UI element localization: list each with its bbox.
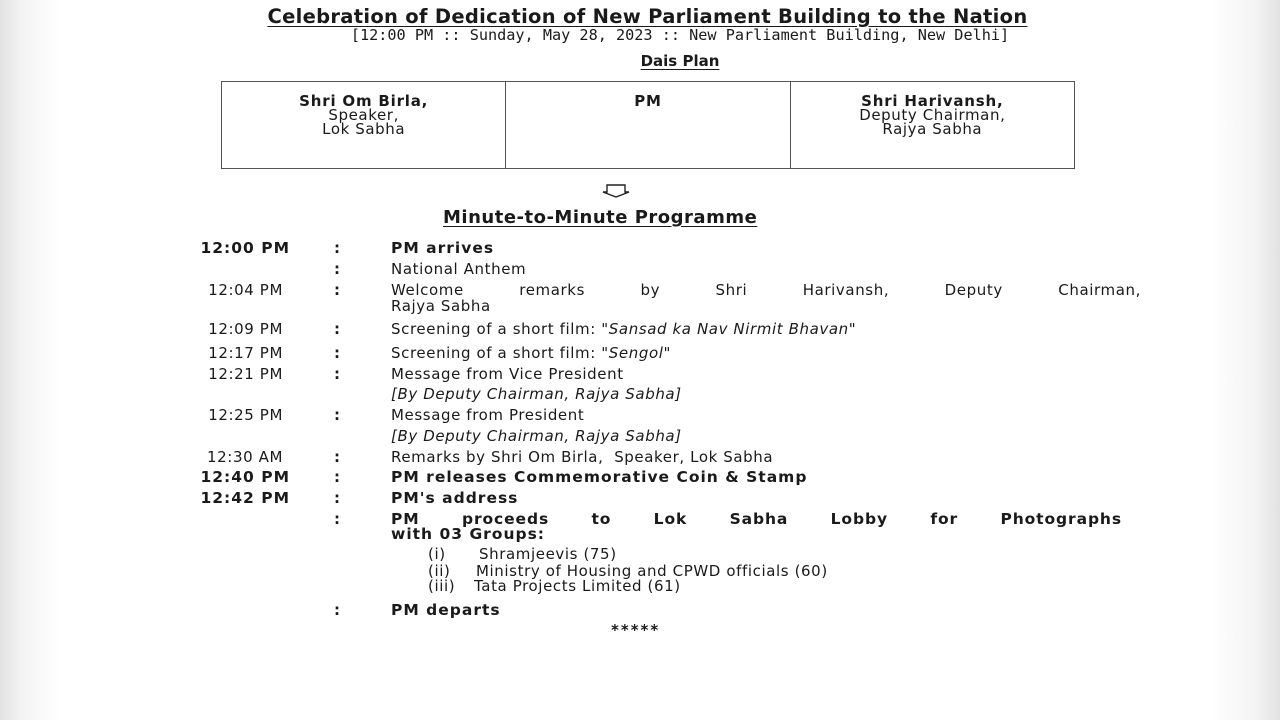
dais-house: Rajya Sabha: [882, 120, 983, 138]
event-text: ": [848, 320, 857, 338]
row-time: 12:00 PM: [200, 239, 290, 257]
row-time: 12:42 PM: [200, 489, 290, 507]
row-event-continued: with 03 Groups:: [391, 525, 546, 543]
row-separator: :: [334, 281, 340, 299]
row-time: 12:25 PM: [208, 406, 283, 424]
document-title: Celebration of Dedication of New Parliament Building to the Nation: [267, 5, 1028, 28]
row-time: 12:40 PM: [200, 468, 290, 486]
event-details: [12:00 PM :: Sunday, May 28, 2023 :: New Parliament Building, New Delhi]: [350, 26, 1010, 44]
group-number: (i): [428, 545, 446, 563]
row-event: Message from President: [391, 406, 585, 424]
programme-heading: Minute-to-Minute Programme: [443, 207, 758, 228]
event-text: ": [663, 344, 672, 362]
row-separator: :: [334, 510, 340, 528]
dais-name: Shri Om Birla,: [299, 92, 429, 110]
dais-name: PM: [634, 92, 662, 110]
dais-house: Lok Sabha: [322, 120, 406, 138]
dais-name: Shri Harivansh,: [861, 92, 1004, 110]
row-time: 12:21 PM: [208, 365, 283, 383]
group-number: (iii): [428, 577, 456, 595]
row-time: 12:17 PM: [208, 344, 283, 362]
dais-cell-left: [222, 82, 505, 168]
film-title: Sengol: [608, 344, 664, 362]
row-event: Welcome remarks by Shri Harivansh, Deputy Chairman,: [391, 281, 1141, 299]
group-item: Ministry of Housing and CPWD officials (60): [476, 562, 828, 580]
row-event: PM arrives: [391, 239, 495, 257]
group-item: Shramjeevis (75): [479, 545, 617, 563]
row-separator: :: [334, 260, 340, 278]
dais-cell-center: [505, 82, 789, 168]
dais-cell-right: [790, 82, 1074, 168]
row-time: 12:30 AM: [207, 448, 283, 466]
down-arrow-icon: [599, 183, 635, 199]
row-event: PM's address: [391, 489, 519, 507]
row-separator: :: [334, 601, 340, 619]
row-separator: :: [334, 365, 340, 383]
row-event: PM proceeds to Lok Sabha Lobby for Photographs: [391, 510, 1122, 528]
row-separator: :: [334, 468, 340, 486]
row-event: National Anthem: [391, 260, 527, 278]
dais-role: Deputy Chairman,: [859, 106, 1006, 124]
event-text: Screening of a short film: ": [391, 344, 609, 362]
row-time: 12:04 PM: [208, 281, 283, 299]
dais-plan-heading: Dais Plan: [640, 52, 720, 70]
event-text: Screening of a short film: ": [391, 320, 609, 338]
row-note: [By Deputy Chairman, Rajya Sabha]: [391, 427, 682, 445]
row-event: [391, 320, 856, 338]
end-mark: *****: [611, 621, 661, 639]
row-time: 12:09 PM: [208, 320, 283, 338]
row-separator: :: [334, 320, 340, 338]
row-event: Message from Vice President: [391, 365, 624, 383]
row-event-continued: Rajya Sabha: [391, 297, 491, 315]
row-separator: :: [334, 239, 340, 257]
dais-role: Speaker,: [328, 106, 399, 124]
row-separator: :: [334, 406, 340, 424]
row-note: [By Deputy Chairman, Rajya Sabha]: [391, 385, 682, 403]
film-title: Sansad ka Nav Nirmit Bhavan: [608, 320, 849, 338]
row-event: PM departs: [391, 601, 501, 619]
group-item: Tata Projects Limited (61): [474, 577, 681, 595]
row-event: Remarks by Shri Om Birla, Speaker, Lok Sabha: [391, 448, 774, 466]
dais-plan-table: [221, 81, 1075, 169]
row-separator: :: [334, 489, 340, 507]
row-separator: :: [334, 448, 340, 466]
row-separator: :: [334, 344, 340, 362]
row-event: PM releases Commemorative Coin & Stamp: [391, 468, 808, 486]
group-number: (ii): [428, 562, 451, 580]
row-event: [391, 344, 671, 362]
